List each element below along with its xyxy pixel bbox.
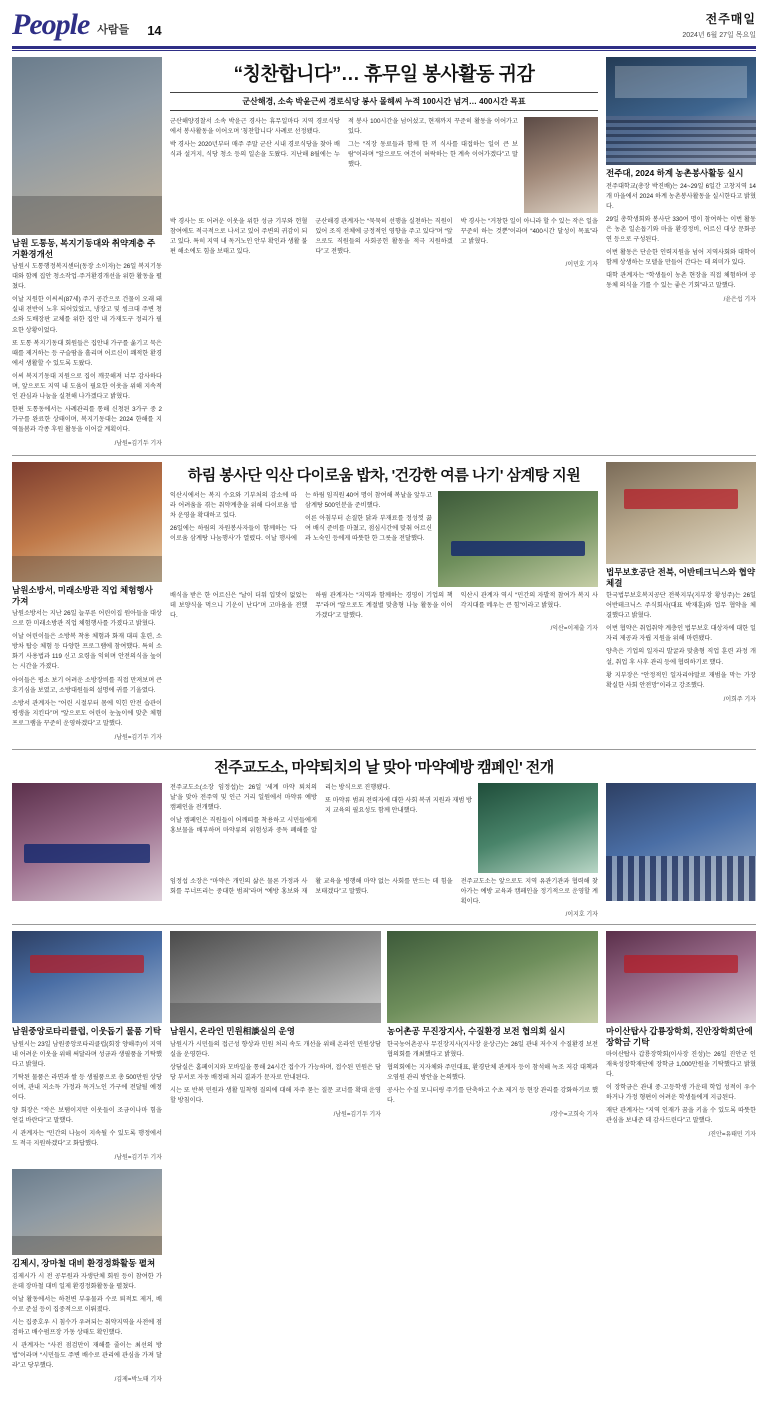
paragraph: 군산해경 관계자는 “묵묵히 선행을 실천하는 직원이 있어 조직 전체에 긍정적인 영향을 주고 있다”며 “앞으로도 직원들의 사회공헌 활동을 적극 지원하겠다”고 전했다. bbox=[315, 218, 453, 256]
byline: /장수=고희숙 기자 bbox=[550, 1111, 598, 1118]
headline: 하림 봉사단 익산 다이로움 밥차, '건강한 여름 나기' 삼계탕 지원 bbox=[187, 467, 581, 484]
paragraph: 양측은 기업의 일자리 발굴과 맞춤형 직업 훈련 과정 개설, 취업 후 사후 관리 등에 협력하기로 했다. bbox=[606, 648, 756, 666]
band-2 bbox=[12, 462, 756, 741]
paragraph: 배식을 받은 한 어르신은 “날이 더워 입맛이 없었는데 보양식을 먹으니 기운이 난다”며 고마움을 전했다. bbox=[170, 592, 308, 620]
paragraph: 전주교도소는 앞으로도 지역 유관기관과 협력해 찾아가는 예방 교육과 캠페인을 정기적으로 운영할 계획이다. bbox=[460, 877, 598, 905]
article-body-bottom bbox=[170, 591, 598, 621]
photo-foreground bbox=[170, 1003, 381, 1023]
paragraph: 군산해양경찰서 소속 박윤근 경사는 휴무일마다 지역 경로식당에서 봉사활동을 이어오며 '칭찬합니다' 사례로 선정됐다. bbox=[170, 118, 340, 136]
headline: “칭찬합니다”… 휴무일 봉사활동 귀감 bbox=[233, 64, 535, 85]
article-body-bottom bbox=[170, 877, 598, 907]
paper-name: 전주매일 bbox=[705, 12, 756, 26]
photo-backdrop bbox=[624, 489, 738, 509]
article-hanrim-volunteer bbox=[170, 462, 598, 741]
page-content bbox=[0, 57, 768, 1401]
paragraph: 김제시가 시 전 공무원과 자생단체 회원 등이 참여한 가운데 장마철 대비 일제 환경정화활동을 펼쳤다. bbox=[12, 1272, 162, 1290]
photo-caption: 법무보호공단 전북, 어반테크닉스와 협약 체결 bbox=[606, 567, 756, 588]
band-divider-3 bbox=[12, 924, 756, 925]
article-body bbox=[606, 591, 756, 690]
paragraph: 이날 어린이들은 소방복 착용 체험과 화재 대피 훈련, 소방차 탑승 체험 등 다양한 프로그램에 참여했다. 특히 소화기 사용법과 119 신고 요령을 익히며 안전의식을 높이는 시간을 가졌다. bbox=[12, 633, 162, 671]
photo-banner bbox=[24, 844, 150, 863]
fire-station-visit-photo bbox=[12, 462, 162, 582]
photo-foreground bbox=[12, 196, 162, 235]
paragraph: 이 장학금은 관내 중·고등학생 가운데 학업 성적이 우수하거나 가정 형편이 어려운 학생들에게 지급된다. bbox=[606, 1084, 756, 1102]
campaign-booth-wrap bbox=[478, 783, 598, 873]
photo-crowd bbox=[606, 856, 756, 901]
masthead-rule-thin bbox=[12, 50, 756, 51]
flag-cleanup-photo bbox=[12, 1169, 162, 1255]
paragraph: 남원소방서는 지난 26일 늘푸른 어린이집 원아들을 대상으로 한 미래소방관 직업 체험행사를 가졌다고 밝혔다. bbox=[12, 610, 162, 628]
paragraph: 남원시는 23일 남원중앙로타리클럽(회장 양해주)이 지역 내 어려운 이웃을 위해 써달라며 성금과 생필품을 기탁했다고 밝혔다. bbox=[12, 1040, 162, 1068]
byline: /남원=김기두 기자 bbox=[114, 1155, 162, 1161]
mou-signing-photo bbox=[606, 462, 756, 564]
paragraph: 이번 협약은 취업취약 계층인 법무보호 대상자에 대한 일자리 제공과 자립 지원을 위해 마련됐다. bbox=[606, 625, 756, 643]
paragraph: 전주교도소(소장 임정섭)는 26일 '세계 마약 퇴치의 날'을 맞아 전주역 및 인근 거리 일원에서 마약류 예방 캠페인을 전개했다. bbox=[170, 783, 317, 811]
band-4-center bbox=[170, 931, 598, 1161]
paragraph: 26일에는 하림의 자원봉사자들이 함께하는 '다이로움 삼계탕 나눔행사'가 열렸다. 이날 행사에는 하림 임직원 40여 명이 참여해 복날을 앞두고 삼계탕 500인분을 준비했다. bbox=[170, 492, 432, 543]
photo-stage bbox=[615, 66, 747, 98]
byline: /진안=유태민 기자 bbox=[708, 1132, 756, 1139]
photo-backdrop bbox=[30, 955, 144, 973]
photo-caption: 남원소방서, 미래소방관 직업 체험행사 가져 bbox=[12, 585, 153, 606]
byline: /윤은섭 기자 bbox=[723, 297, 756, 304]
article-namwon-dotong bbox=[12, 57, 162, 447]
photo-banner bbox=[451, 541, 585, 556]
article-probation-mou bbox=[606, 462, 756, 741]
campaign-group-wrap bbox=[606, 783, 756, 918]
byline: /남원=김기두 기자 bbox=[114, 441, 162, 447]
article-body bbox=[170, 1040, 381, 1106]
paragraph: 익산시 관계자 역시 “민간의 자발적 참여가 복지 사각지대를 메우는 큰 힘”이라고 밝혔다. bbox=[460, 592, 598, 610]
byline: /이민호 기자 bbox=[565, 262, 598, 269]
paragraph: 남원시 도통행정복지센터(동장 소이자)는 26일 복지기동대와 함께 집안 청소작업·주거환경개선을 위한 활동을 펼쳤다. bbox=[12, 263, 162, 291]
band-divider-2 bbox=[12, 749, 756, 750]
article-namwon-fire bbox=[12, 462, 162, 741]
band-3 bbox=[12, 783, 756, 918]
article-body bbox=[12, 1272, 162, 1371]
paragraph: 한국농어촌공사 무진장지사(지사장 윤상근)는 26일 관내 저수지 수질환경 보전 협의회를 개최했다고 밝혔다. bbox=[387, 1040, 598, 1058]
paragraph: 한편 도통동에서는 사례관리를 통해 신청된 3가구 중 2가구를 완료한 상태이며, 복지기동대는 2024 한해를 지역돌봄과 각종 후원 활동을 이어갈 계획이다. bbox=[12, 405, 162, 433]
paragraph: 이날 지원한 이씨씨(87세) 주거 공간으로 건물이 오래 돼 실내 전반이 노후 되어있었고, 냉장고 및 씽크대 주변 청소와 도배장판 교체를 위한 집안 내 가재도구 정리가 필요한 상황이었다. bbox=[12, 296, 162, 334]
paragraph: 시는 또 반복 민원과 생활 밀착형 질의에 대해 자주 묻는 질문 코너를 확대 운영할 방침이다. bbox=[170, 1086, 381, 1104]
band-5-spacer bbox=[170, 1169, 598, 1383]
band-4 bbox=[12, 931, 756, 1161]
paragraph: 이날 활동에서는 하천변 부유물과 수로 퇴적토 제거, 배수로 준설 등이 집중적으로 이뤄졌다. bbox=[12, 1295, 162, 1313]
article-body-left bbox=[170, 491, 432, 587]
people-logo: People bbox=[12, 8, 90, 41]
article-body-left bbox=[170, 117, 518, 213]
masthead-rule-thick bbox=[12, 46, 756, 49]
article-drug-prevention-campaign bbox=[12, 756, 756, 918]
article-body bbox=[12, 262, 162, 435]
byline: /남원=김기두 기자 bbox=[333, 1111, 381, 1118]
article-top-row bbox=[170, 491, 598, 587]
byline: /이지호 기자 bbox=[565, 911, 598, 918]
campaign-text-and-photo bbox=[170, 783, 598, 918]
band-5-spacer-right bbox=[606, 1169, 756, 1383]
two-article-row bbox=[170, 931, 598, 1118]
article-body bbox=[606, 182, 756, 291]
article-scholarship-donation bbox=[606, 931, 756, 1161]
scholarship-ceremony-photo bbox=[606, 931, 756, 1023]
paragraph: 또 도통 복지기동대 회원들은 집안내 가구를 옮기고 묵은 때를 제거하는 등 구슬땀을 흘리며 어르신이 쾌적한 환경에서 생활할 수 있도록 도왔다. bbox=[12, 339, 162, 367]
masthead-left bbox=[12, 10, 162, 40]
paragraph: 이른 아침부터 손질한 닭과 부재료를 정성껏 끓여 배식 준비를 마쳤고, 점심시간에 맞춰 어르신과 노숙인 등에게 따뜻한 한 그릇을 전달했다. bbox=[305, 515, 432, 543]
masthead bbox=[0, 0, 768, 44]
byline: /남원=김기두 기자 bbox=[114, 734, 162, 741]
subheadline: 군산해경, 소속 박윤근씨 경로식당 봉사 몰헤씨 누적 100시간 넘겨… 400시간 목표 bbox=[170, 92, 598, 111]
paragraph: 시는 집중호우 시 침수가 우려되는 취약지역을 사전에 점검하고 배수펌프장 가동 상태도 확인했다. bbox=[12, 1318, 162, 1336]
logo-subtitle: 사람들 bbox=[97, 24, 130, 36]
paragraph: 양 회장은 “작은 보탬이지만 이웃들이 조금이나마 힘을 얻길 바란다”고 말했다. bbox=[12, 1106, 162, 1124]
paragraph: 박 경사는 또 어려운 이웃을 위한 성금 기부와 헌혈 참여에도 적극적으로 나서고 있어 주변의 귀감이 되고 있다. 특히 지역 내 독거노인 안부 확인과 생활 불편 해소에도 힘을 보태고 있다. bbox=[170, 218, 308, 256]
band-divider-1 bbox=[12, 455, 756, 456]
paragraph: 박 경사는 “거창한 일이 아니라 할 수 있는 작은 일을 꾸준히 하는 것뿐”이라며 “400시간 달성이 목표”라고 밝혔다. bbox=[460, 218, 598, 246]
paragraph: 전주대학교(총장 박진배)는 24~29일 6일간 고창지역 14개 마을에서 2024 하계 농촌봉사활동을 실시한다고 밝혔다. bbox=[606, 182, 756, 210]
paragraph: 한국법무보호복지공단 전북지부(지부장 황성주)는 26일 어반테크닉스 주식회사(대표 박재훈)와 업무 협약을 체결했다고 밝혔다. bbox=[606, 592, 756, 620]
paragraph: 이번 활동은 단순한 인력지원을 넘어 지역사회와 대학이 함께 상생하는 모델을 만들어 간다는 데 의미가 있다. bbox=[606, 248, 756, 266]
photo-caption: 남원중앙로타리클럽, 이웃돕기 물품 기탁 bbox=[12, 1025, 162, 1036]
photo-caption: 전주대, 2024 하계 농촌봉사활동 실시 bbox=[606, 168, 744, 178]
hanrim-photo-wrap bbox=[438, 491, 598, 587]
headline: 전주교도소, 마약퇴치의 날 맞아 '마약예방 캠페인' 전개 bbox=[214, 758, 554, 776]
paragraph: 시 관계자는 “사전 점검만이 재해를 줄이는 최선의 방법”이라며 “시민들도 주변 배수로 관리에 관심을 가져 달라”고 당부했다. bbox=[12, 1341, 162, 1369]
masthead-right bbox=[682, 10, 756, 40]
paragraph: 마이산탑사 갑룡장학회(이사장 진성)는 26일 진안군 인재육성장학재단에 장학금 1,000만원을 기탁했다고 밝혔다. bbox=[606, 1051, 756, 1079]
photo-foreground bbox=[12, 1236, 162, 1255]
civil-service-photo bbox=[170, 931, 381, 1023]
street-cleanup-photo bbox=[12, 57, 162, 235]
paragraph: 대학 관계자는 “학생들이 농촌 현장을 직접 체험하며 공동체 의식을 기를 수 있는 좋은 기회”라고 말했다. bbox=[606, 272, 756, 290]
paragraph: 기탁된 물품은 라면과 쌀 등 생필품으로 총 500만원 상당이며, 관내 저소득 가정과 독거노인 가구에 전달될 예정이다. bbox=[12, 1073, 162, 1101]
paragraph: 이씨 복지기동대 지원으로 집이 깨끗해져 너무 감사하다며, 앞으로도 지역 내 도움이 필요한 이웃을 위해 지속적인 관심과 나눔을 실천해 나가겠다고 밝혔다. bbox=[12, 372, 162, 400]
paragraph: 시 관계자는 “민간의 나눔이 지속될 수 있도록 행정에서도 적극 지원하겠다”고 화답했다. bbox=[12, 1129, 162, 1147]
paragraph: 29일 총학생회와 봉사단 330여 명이 참여하는 이번 활동은 농촌 일손돕기와 마을 환경정비, 어르신 대상 문화공연 등으로 구성된다. bbox=[606, 215, 756, 243]
paragraph: 그는 “직장 동료들과 함께 한 끼 식사를 대접하는 일이 큰 보람”이라며 “앞으로도 여건이 허락하는 한 계속 이어가겠다”고 말했다. bbox=[348, 141, 518, 169]
photo-foreground bbox=[12, 556, 162, 582]
band-1 bbox=[12, 57, 756, 447]
photo-seating bbox=[606, 116, 756, 165]
paragraph: 상담실은 홈페이지와 모바일을 통해 24시간 접수가 가능하며, 접수된 민원은 담당 부서로 자동 배정돼 처리 결과가 문자로 안내된다. bbox=[170, 1063, 381, 1081]
photo-caption: 김제시, 장마철 대비 환경정화활동 펼쳐 bbox=[12, 1258, 156, 1268]
paragraph: 하림 관계자는 “지역과 함께하는 경영이 기업의 책무”라며 “앞으로도 계절별 맞춤형 나눔 활동을 이어가겠다”고 말했다. bbox=[315, 592, 453, 620]
band-5 bbox=[12, 1169, 756, 1383]
publication-date: 2024년 6월 27일 목요일 bbox=[682, 32, 756, 39]
article-body bbox=[12, 609, 162, 729]
article-gimje-cleanup bbox=[12, 1169, 162, 1383]
article-jeonju-univ bbox=[606, 57, 756, 447]
byline: /김제=박노태 기자 bbox=[114, 1377, 162, 1384]
photo-caption: 남원 도통동, 복지기동대와 취약계층 주거환경개선 bbox=[12, 238, 156, 259]
campaign-group-photo bbox=[606, 783, 756, 901]
article-body bbox=[387, 1040, 598, 1106]
article-body bbox=[12, 1040, 162, 1149]
paragraph: 익산시에서는 복지 수요와 기부처의 감소에 따라 어려움을 겪는 취약계층을 위해 다이로움 밥차 운영을 확대하고 있다. bbox=[170, 492, 297, 520]
paragraph: 또 마약류 범죄 전력자에 대한 사회 복귀 지원과 재범 방지 교육의 필요성도 함께 안내했다. bbox=[325, 796, 472, 814]
paragraph: 아이들은 평소 보기 어려운 소방장비를 직접 만져보며 큰 호기심을 보였고, 소방대원들의 설명에 귀를 기울였다. bbox=[12, 676, 162, 694]
hanrim-food-truck-photo bbox=[438, 491, 598, 587]
article-body-left bbox=[170, 783, 472, 873]
photo-caption: 남원시, 온라인 민원相談실의 운영 bbox=[170, 1025, 295, 1036]
photo-backdrop bbox=[624, 955, 738, 973]
campaign-street-photo bbox=[12, 783, 162, 901]
article-rural-water-quality bbox=[387, 931, 598, 1118]
photo-caption: 마이산탑사 갑룡장학회, 진안장학회단에 장학금 기탁 bbox=[606, 1025, 753, 1047]
paragraph: 재단 관계자는 “지역 인재가 꿈을 키울 수 있도록 따뜻한 관심을 보내준 데 감사드린다”고 말했다. bbox=[606, 1107, 756, 1125]
article-gunsan-coastguard bbox=[170, 57, 598, 447]
article-top-row bbox=[170, 117, 598, 213]
paragraph: 임정섭 소장은 “마약은 개인의 삶은 물론 가정과 사회를 무너뜨리는 중대한 범죄”라며 “예방 홍보와 재활 교육을 병행해 마약 없는 사회를 만드는 데 힘을 보태겠다”고 말했다. bbox=[170, 877, 453, 895]
campaign-photo-left-wrap bbox=[12, 783, 162, 918]
article-body-bottom bbox=[170, 217, 598, 257]
river-inspection-photo bbox=[387, 931, 598, 1023]
campaign-booth-photo bbox=[478, 783, 598, 873]
article-namwon-civil-service bbox=[170, 931, 381, 1118]
officer-portrait-wrap bbox=[524, 117, 598, 213]
conference-hall-photo bbox=[606, 57, 756, 165]
campaign-top-row bbox=[170, 783, 598, 873]
paragraph: 황 지부장은 “안정적인 일자리야말로 재범을 막는 가장 확실한 사회 안전망”이라고 강조했다. bbox=[606, 671, 756, 689]
paragraph: 협의회에는 지자체와 주민대표, 환경단체 관계자 등이 참석해 녹조 저감 대책과 오염원 관리 방안을 논의했다. bbox=[387, 1063, 598, 1081]
donation-ceremony-photo bbox=[12, 931, 162, 1023]
byline: /이희주 기자 bbox=[723, 696, 756, 703]
article-body bbox=[606, 1050, 756, 1126]
paragraph: 이날 캠페인은 직원들이 어깨띠를 착용하고 시민들에게 홍보물을 배부하며 마약류의 위험성과 중독 폐해를 알리는 방식으로 진행됐다. bbox=[170, 783, 390, 834]
paragraph: 남원시가 시민들의 접근성 향상과 민원 처리 속도 개선을 위해 온라인 민원상담실을 운영한다. bbox=[170, 1040, 381, 1058]
article-rotary-donation bbox=[12, 931, 162, 1161]
paragraph: 공사는 수질 모니터링 주기를 단축하고 수초 제거 등 현장 관리를 강화하기로 했다. bbox=[387, 1086, 598, 1104]
page-number: 14 bbox=[147, 23, 162, 38]
officer-portrait bbox=[524, 117, 598, 213]
paragraph: 소방서 관계자는 “어린 시절부터 몸에 익힌 안전 습관이 평생을 지킨다”며 “앞으로도 어린이 눈높이에 맞춘 체험 프로그램을 꾸준히 운영하겠다”고 말했다. bbox=[12, 699, 162, 727]
byline: /익산=이제출 기자 bbox=[550, 626, 598, 633]
photo-caption: 농어촌공 무진장지사, 수질환경 보전 협의회 실시 bbox=[387, 1025, 566, 1036]
paragraph: 박 경사는 2020년부터 매주 주말 군산 시내 경로식당을 찾아 배식과 설거지, 식당 청소 등의 일손을 도왔다. 지난해 8월에는 누적 봉사 100시간을 넘어섰고, 현재까지 꾸준히 활동을 이어가고 있다. bbox=[170, 118, 518, 159]
